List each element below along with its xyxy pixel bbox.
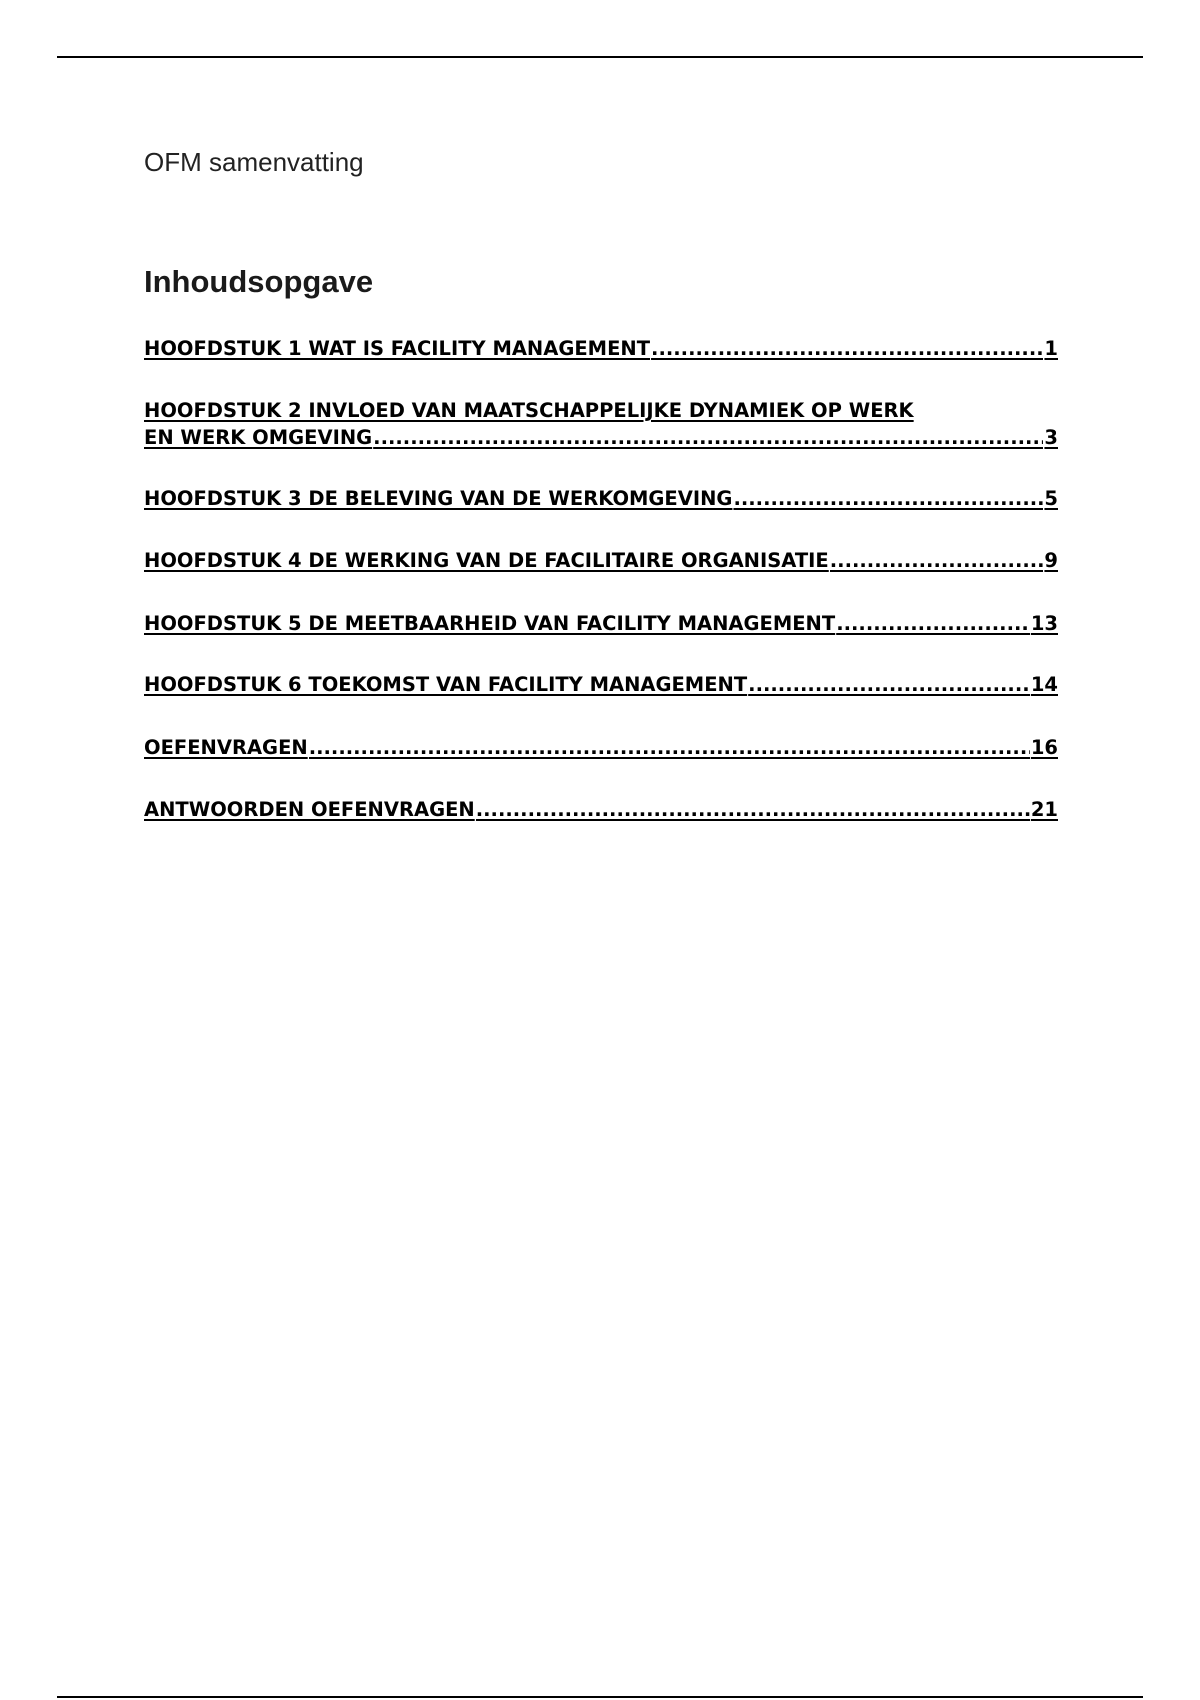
page-top-rule: [57, 56, 1143, 58]
toc-entry-page: 13: [1030, 612, 1058, 635]
toc-entry-page: 1: [1044, 337, 1058, 360]
toc-entry-title-line1: HOOFDSTUK 2 INVLOED VAN MAATSCHAPPELIJKE DYNAMIEK OP WERK: [144, 399, 914, 422]
toc-entry-hoofdstuk-1[interactable]: [144, 335, 1058, 362]
toc-entry-page: 21: [1030, 798, 1058, 821]
toc-entry-hoofdstuk-3[interactable]: [144, 485, 1058, 512]
toc-entry-title-line2: EN WERK OMGEVING: [144, 426, 373, 449]
toc-entry-page: 9: [1044, 549, 1058, 572]
toc-entry-title: HOOFDSTUK 4 DE WERKING VAN DE FACILITAIRE ORGANISATIE: [144, 549, 829, 572]
toc-dot-leader: [733, 485, 1043, 512]
toc-entry-title: HOOFDSTUK 5 DE MEETBAARHEID VAN FACILITY MANAGEMENT: [144, 612, 836, 635]
toc-entry-hoofdstuk-6[interactable]: [144, 671, 1058, 698]
toc-dot-leader: [748, 671, 1030, 698]
toc-dot-leader: [476, 796, 1030, 823]
toc-dot-leader: [651, 335, 1043, 362]
toc-entry-title: HOOFDSTUK 3 DE BELEVING VAN DE WERKOMGEVING: [144, 487, 733, 510]
toc-entry-page: 5: [1044, 487, 1058, 510]
toc-entry-hoofdstuk-2[interactable]: [144, 397, 1058, 451]
toc-entry-title: HOOFDSTUK 1 WAT IS FACILITY MANAGEMENT: [144, 337, 651, 360]
toc-entry-page: 16: [1030, 736, 1058, 759]
toc-entry-page: 14: [1030, 673, 1058, 696]
toc-dot-leader: [830, 547, 1044, 574]
toc-entry-hoofdstuk-5[interactable]: [144, 610, 1058, 637]
toc-dot-leader: [373, 424, 1043, 451]
toc-entry-title: ANTWOORDEN OEFENVRAGEN: [144, 798, 475, 821]
toc-entry-title: HOOFDSTUK 6 TOEKOMST VAN FACILITY MANAGEMENT: [144, 673, 748, 696]
document-title: OFM samenvatting: [144, 147, 364, 177]
toc-entry-page: 3: [1044, 426, 1058, 449]
toc-entry-antwoorden-oefenvragen[interactable]: [144, 796, 1058, 823]
toc-entry-oefenvragen[interactable]: [144, 734, 1058, 761]
toc-dot-leader: [836, 610, 1030, 637]
page-bottom-rule: [57, 1696, 1143, 1698]
toc-entry-title: OEFENVRAGEN: [144, 736, 308, 759]
toc-entry-hoofdstuk-4[interactable]: [144, 547, 1058, 574]
toc-heading: Inhoudsopgave: [144, 264, 374, 299]
toc-dot-leader: [309, 734, 1030, 761]
